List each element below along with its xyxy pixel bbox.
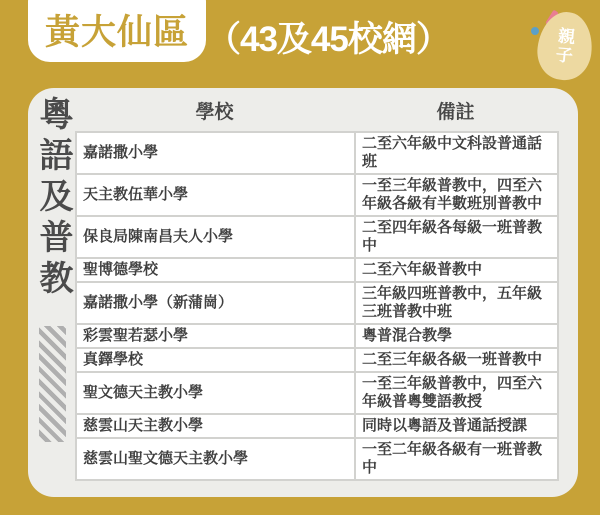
school-name-cell: 嘉諾撒小學: [76, 132, 355, 174]
school-name-cell: 天主教伍華小學: [76, 174, 355, 216]
remark-cell: 二至四年級各每級一班普教中: [355, 216, 558, 258]
school-name-cell: 嘉諾撒小學（新蒲崗）: [76, 282, 355, 324]
district-title: 黃大仙區: [44, 13, 189, 52]
remark-cell: 三年級四班普教中，五年級三班普教中班: [355, 282, 558, 324]
diagonal-stripes-decoration: [39, 326, 66, 442]
table-row: [76, 216, 558, 258]
logo-char-top: 親: [556, 26, 576, 47]
table-row: [76, 372, 558, 414]
school-name-cell: 聖博德學校: [76, 258, 355, 282]
table-row: [76, 438, 558, 480]
content-card: [28, 88, 578, 497]
schools-table: [75, 131, 559, 481]
school-name-cell: 慈雲山聖文德天主教小學: [76, 438, 355, 480]
remark-cell: 二至三年級各級一班普教中: [355, 348, 558, 372]
remark-cell: 同時以粵語及普通話授課: [355, 414, 558, 438]
school-name-cell: 保良局陳南昌夫人小學: [76, 216, 355, 258]
table-row: [76, 174, 558, 216]
table-row: [76, 348, 558, 372]
column-header-school: 學校: [195, 102, 234, 123]
brand-logo: [528, 6, 598, 86]
remark-cell: 粵普混合教學: [355, 324, 558, 348]
table-row: [76, 324, 558, 348]
district-title-box: [28, 0, 206, 62]
school-name-cell: 真鐸學校: [76, 348, 355, 372]
remark-cell: 二至六年級普教中: [355, 258, 558, 282]
remark-cell: 一至二年級各級有一班普教中: [355, 438, 558, 480]
logo-char-bottom: 子: [554, 45, 574, 66]
table-row: [76, 132, 558, 174]
table-row: [76, 258, 558, 282]
school-name-cell: 聖文德天主教小學: [76, 372, 355, 414]
remark-cell: 二至六年級中文科設普通話班: [355, 132, 558, 174]
table-header-row: [75, 98, 557, 131]
remark-cell: 一至三年級普教中，四至六年級各級有半數班別普教中: [355, 174, 558, 216]
category-vertical-label: 粵語及普教: [34, 96, 72, 301]
school-net-label: （43及45校網）: [206, 20, 450, 59]
schools-table-area: [75, 98, 557, 481]
table-row: [76, 414, 558, 438]
school-name-cell: 彩雲聖若瑟小學: [76, 324, 355, 348]
egg-logo: [534, 9, 596, 83]
school-name-cell: 慈雲山天主教小學: [76, 414, 355, 438]
table-row: [76, 282, 558, 324]
remark-cell: 一至三年級普教中，四至六年級普粵雙語教授: [355, 372, 558, 414]
blue-ring-icon: [531, 27, 539, 35]
column-header-remark: 備註: [436, 102, 475, 123]
